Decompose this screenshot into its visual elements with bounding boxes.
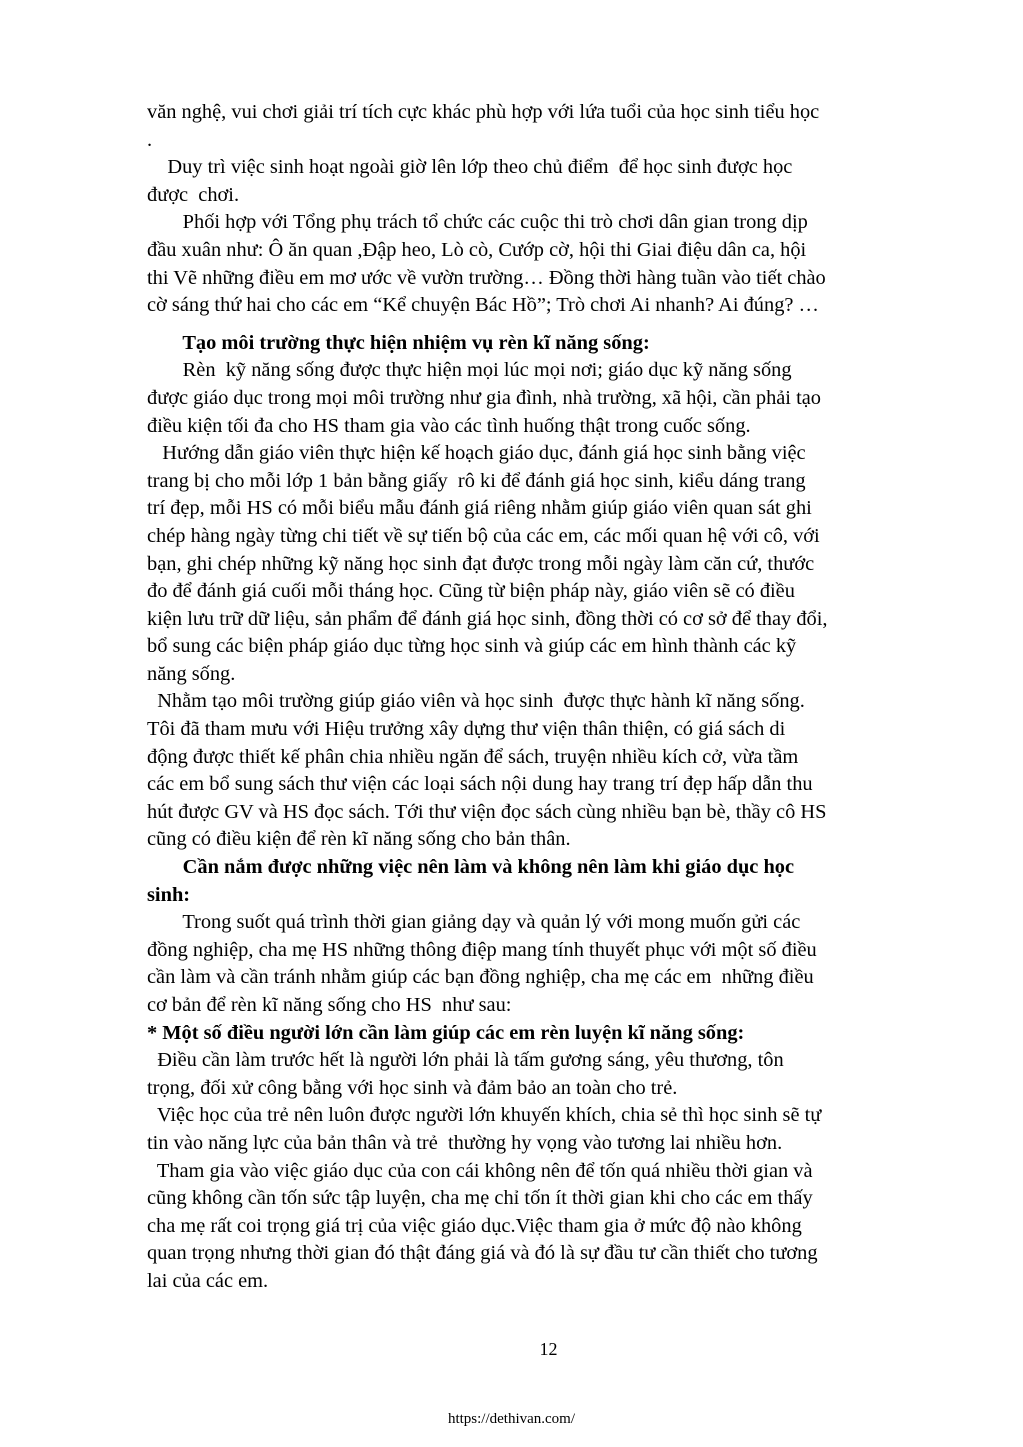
text-line: Duy trì việc sinh hoạt ngoài giờ lên lớp theo chủ điểm để học sinh được học xyxy=(147,156,793,179)
text-line: cũng không cần tốn sức tập luyện, cha mẹ chỉ tốn ít thời gian khi cho các em thấy xyxy=(147,1187,813,1210)
text-line: quan trọng nhưng thời gian đó thật đáng giá và đó là sự đầu tư cần thiết cho tương xyxy=(147,1242,818,1265)
text-line: năng sống. xyxy=(147,662,236,685)
page-number: 12 xyxy=(539,1339,558,1359)
text-line: Tạo môi trường thực hiện nhiệm vụ rèn kĩ năng sống: xyxy=(147,331,650,354)
paragraph xyxy=(147,209,957,319)
text-line: văn nghệ, vui chơi giải trí tích cực khác phù hợp với lứa tuổi của học sinh tiểu học xyxy=(147,101,820,123)
text-line: bổ sung các biện pháp giáo dục từng học sinh và giúp các em hình thành các kỹ xyxy=(147,635,797,658)
text-line: sinh: xyxy=(147,883,191,906)
text-line: được giáo dục trong mọi môi trường như gia đình, nhà trường, xã hội, cần phải tạo xyxy=(147,386,821,409)
document-body xyxy=(147,99,957,1296)
paragraph xyxy=(147,688,957,854)
text-line: điều kiện tối đa cho HS tham gia vào các tình huống thật trong cuốc sống. xyxy=(147,414,751,437)
text-line: Việc học của trẻ nên luôn được người lớn khuyến khích, chia sẻ thì học sinh sẽ tự xyxy=(147,1104,822,1127)
text-line: thi Vẽ những điều em mơ ước về vườn trường… Đồng thời hàng tuần vào tiết chào xyxy=(147,266,826,289)
text-line: Hướng dẫn giáo viên thực hiện kế hoạch giáo dục, đánh giá học sinh bằng việc xyxy=(147,442,806,465)
text-line: được chơi. xyxy=(147,183,240,206)
text-line: Điều cần làm trước hết là người lớn phải là tấm gương sáng, yêu thương, tôn xyxy=(147,1049,784,1072)
paragraph xyxy=(147,154,957,209)
paragraph xyxy=(147,440,957,688)
text-line: kiện lưu trữ dữ liệu, sản phẩm để đánh giá học sinh, đồng thời có cơ sở để thay đổi, xyxy=(147,607,828,630)
text-line: chép hàng ngày từng chi tiết về sự tiến bộ của các em, các mối quan hệ với cô, với xyxy=(147,524,820,547)
footer-url: https://dethivan.com/ xyxy=(447,1411,576,1427)
paragraph xyxy=(147,1102,957,1157)
text-line: hút được GV và HS đọc sách. Tới thư viện đọc sách cùng nhiều bạn bè, thầy cô HS xyxy=(147,800,827,823)
paragraph xyxy=(147,357,957,440)
text-line: các em bổ sung sách thư viện các loại sách nội dung hay trang trí đẹp hấp dẫn thu xyxy=(147,773,813,796)
text-line: bạn, ghi chép những kỹ năng học sinh đạt được trong mỗi ngày làm căn cứ, thước xyxy=(147,552,815,575)
text-line: . xyxy=(147,128,153,151)
section-heading xyxy=(147,330,957,358)
section-heading xyxy=(147,854,957,909)
text-line: đầu xuân như: Ô ăn quan ,Đập heo, Lò cò, Cướp cờ, hội thi Giai điệu dân ca, hội xyxy=(147,238,807,261)
paragraph xyxy=(147,909,957,1019)
paragraph-spacer xyxy=(147,320,957,330)
text-line: cha mẹ rất coi trọng giá trị của việc giáo dục.Việc tham gia ở mức độ nào không xyxy=(147,1214,802,1237)
text-line: lai của các em. xyxy=(147,1269,269,1292)
text-line: đồng nghiệp, cha mẹ HS những thông điệp mang tính thuyết phục với một số điều xyxy=(147,938,817,961)
text-line: cờ sáng thứ hai cho các em “Kể chuyện Bác Hồ”; Trò chơi Ai nhanh? Ai đúng? … xyxy=(147,294,819,317)
text-line: cơ bản để rèn kĩ năng sống cho HS như sau: xyxy=(147,994,512,1016)
text-line: Phối hợp với Tổng phụ trách tổ chức các cuộc thi trò chơi dân gian trong dịp xyxy=(147,211,808,234)
text-line: Nhằm tạo môi trường giúp giáo viên và học sinh được thực hành kĩ năng sống. xyxy=(147,690,805,713)
text-line: trí đẹp, mỗi HS có mỗi biểu mẫu đánh giá riêng nhằm giúp giáo viên quan sát ghi xyxy=(147,497,812,520)
text-line: Tôi đã tham mưu với Hiệu trưởng xây dựng thư viện thân thiện, có giá sách di xyxy=(147,718,786,741)
text-line: cần làm và cần tránh nhằm giúp các bạn đồng nghiệp, cha mẹ các em những điều xyxy=(147,966,814,989)
paragraph xyxy=(147,1047,957,1102)
text-line: tin vào năng lực của bản thân và trẻ thường hy vọng vào tương lai nhiều hơn. xyxy=(147,1131,783,1154)
text-line: cũng có điều kiện để rèn kĩ năng sống cho bản thân. xyxy=(147,828,571,851)
text-line: Cần nắm được những việc nên làm và không nên làm khi giáo dục học xyxy=(147,856,795,879)
text-line: trang bị cho mỗi lớp 1 bản bằng giấy rô ki để đánh giá học sinh, kiểu dáng trang xyxy=(147,469,806,492)
paragraph xyxy=(147,1158,957,1296)
text-line: động được thiết kế phân chia nhiều ngăn để sách, truyện nhiều kích cở, vừa tầm xyxy=(147,745,799,768)
text-line: Rèn kỹ năng sống được thực hiện mọi lúc mọi nơi; giáo dục kỹ năng sống xyxy=(147,359,792,382)
text-line: trọng, đối xử công bằng với học sinh và đảm bảo an toàn cho trẻ. xyxy=(147,1076,678,1099)
text-line: Tham gia vào việc giáo dục của con cái không nên để tốn quá nhiều thời gian và xyxy=(147,1159,813,1182)
section-heading xyxy=(147,1020,957,1048)
text-line: * Một số điều người lớn cần làm giúp các em rèn luyện kĩ năng sống: xyxy=(147,1021,745,1044)
text-line: đo để đánh giá cuối mỗi tháng học. Cũng từ biện pháp này, giáo viên sẽ có điều xyxy=(147,580,795,603)
text-line: Trong suốt quá trình thời gian giảng dạy và quản lý với mong muốn gửi các xyxy=(147,911,801,934)
paragraph xyxy=(147,99,957,154)
